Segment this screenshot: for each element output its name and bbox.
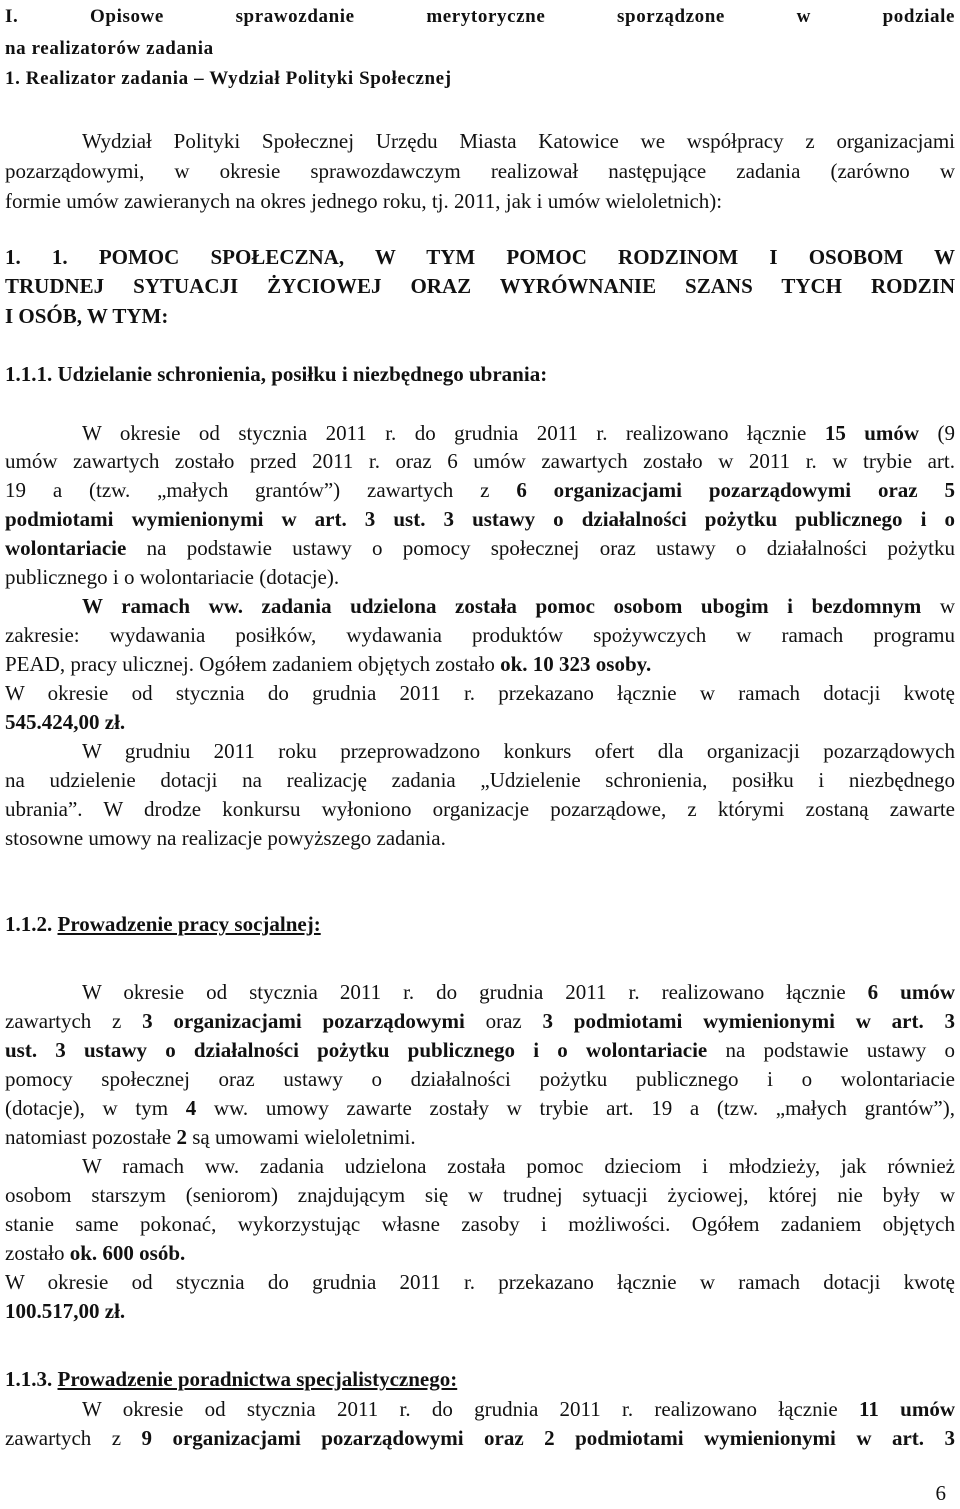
s111-line: ubrania”. W drodze konkursu wyłoniono organizacje pozarządowe, z którymi zostaną zawarte bbox=[5, 797, 955, 821]
main-heading-line-2: na realizatorów zadania bbox=[5, 38, 214, 59]
s112-line: W ramach ww. zadania udzielona została pomoc dzieciom i młodzieży, jak również bbox=[82, 1154, 955, 1178]
s112-line: osobom starszym (seniorom) znajdującym się w trudnej sytuacji życiowej, której nie były w bbox=[5, 1183, 955, 1207]
main-heading-line-1: I. Opisowe sprawozdanie merytoryczne sporządzone w podziale bbox=[5, 6, 955, 27]
s111-line: W ramach ww. zadania udzielona została pomoc osobom ubogim i bezdomnym w bbox=[82, 594, 955, 618]
s112-line: ust. 3 ustawy o działalności pożytku publicznego i o wolontariacie na podstawie ustawy o bbox=[5, 1038, 956, 1062]
intro-line: formie umów zawieranych na okres jednego roku, tj. 2011, jak i umów wieloletnich): bbox=[5, 189, 723, 213]
s112-line: stanie same pokonać, wykorzystując własne zasoby i możliwości. Ogółem zadaniem objętych bbox=[5, 1212, 955, 1236]
s112-line: (dotacje), w tym 4 ww. umowy zawarte zostały w trybie art. 19 a (tzw. „małych grantów”), bbox=[5, 1096, 955, 1120]
s112-line: W okresie od stycznia do grudnia 2011 r. przekazano łącznie w ramach dotacji kwotę bbox=[5, 1270, 955, 1294]
s112-line: zostało ok. 600 osób. bbox=[5, 1241, 186, 1265]
subsection-heading-1-1-2: 1.1.2. Prowadzenie pracy socjalnej: bbox=[5, 912, 321, 936]
s111-line: podmiotami wymienionymi w art. 3 ust. 3 ustawy o działalności pożytku publicznego i o bbox=[5, 507, 955, 531]
s111-line: stosowne umowy na realizacje powyższego zadania. bbox=[5, 826, 446, 850]
intro-line: Wydział Polityki Społecznej Urzędu Miasta Katowice we współpracy z organizacjami bbox=[82, 129, 955, 153]
s113-line: W okresie od stycznia 2011 r. do grudnia 2011 r. realizowano łącznie 11 umów bbox=[82, 1397, 955, 1421]
s111-amount: 545.424,00 zł. bbox=[5, 710, 126, 734]
s112-line: W okresie od stycznia 2011 r. do grudnia 2011 r. realizowano łącznie 6 umów bbox=[82, 980, 955, 1004]
page-number: 6 bbox=[935, 1481, 946, 1505]
s111-line: PEAD, pracy ulicznej. Ogółem zadaniem objętych zostało ok. 10 323 osoby. bbox=[5, 652, 652, 676]
s111-line: na udzielenie dotacji na realizację zadania „Udzielenie schronienia, posiłku i niezbędnego bbox=[5, 768, 955, 792]
s111-line: W okresie od stycznia do grudnia 2011 r. przekazano łącznie w ramach dotacji kwotę bbox=[5, 681, 955, 705]
subsection-heading-1-1-1: 1.1.1. Udzielanie schronienia, posiłku i niezbędnego ubrania: bbox=[5, 362, 548, 386]
subsection-heading-1-1-3: 1.1.3. Prowadzenie poradnictwa specjalistycznego: bbox=[5, 1367, 458, 1391]
s113-line: zawartych z 9 organizacjami pozarządowymi oraz 2 podmiotami wymienionymi w art. 3 bbox=[5, 1426, 955, 1450]
s112-line: natomiast pozostałe 2 są umowami wieloletnimi. bbox=[5, 1125, 416, 1149]
s111-line: W okresie od stycznia 2011 r. do grudnia 2011 r. realizowano łącznie 15 umów (9 bbox=[82, 421, 955, 445]
s111-line: publicznego i o wolontariacie (dotacje). bbox=[5, 565, 340, 589]
s111-line: wolontariacie na podstawie ustawy o pomocy społecznej oraz ustawy o działalności pożytku bbox=[5, 536, 955, 560]
s111-line: W grudniu 2011 roku przeprowadzono konkurs ofert dla organizacji pozarządowych bbox=[82, 739, 955, 763]
section-heading-line: I OSÓB, W TYM: bbox=[5, 304, 169, 328]
intro-line: pozarządowymi, w okresie sprawozdawczym realizował następujące zadania (zarówno w bbox=[5, 159, 955, 183]
s111-line: 19 a (tzw. „małych grantów”) zawartych z 6 organizacjami pozarządowymi oraz 5 bbox=[5, 478, 955, 502]
s112-amount: 100.517,00 zł. bbox=[5, 1299, 126, 1323]
section-heading-line: 1. 1. POMOC SPOŁECZNA, W TYM POMOC RODZINOM I OSOBOM W bbox=[5, 245, 955, 269]
s111-line: zakresie: wydawania posiłków, wydawania produktów spożywczych w ramach programu bbox=[5, 623, 955, 647]
s112-line: pomocy społecznej oraz ustawy o działalności pożytku publicznego i o wolontariacie bbox=[5, 1067, 955, 1091]
main-heading-line-3: 1. Realizator zadania – Wydział Polityki Społecznej bbox=[5, 68, 452, 89]
s111-line: umów zawartych zostało przed 2011 r. oraz 6 umów zawartych zostało w 2011 r. w trybie art. bbox=[5, 449, 955, 473]
section-heading-line: TRUDNEJ SYTUACJI ŻYCIOWEJ ORAZ WYRÓWNANIE SZANS TYCH RODZIN bbox=[5, 274, 955, 298]
s112-line: zawartych z 3 organizacjami pozarządowymi oraz 3 podmiotami wymienionymi w art. 3 bbox=[5, 1009, 955, 1033]
